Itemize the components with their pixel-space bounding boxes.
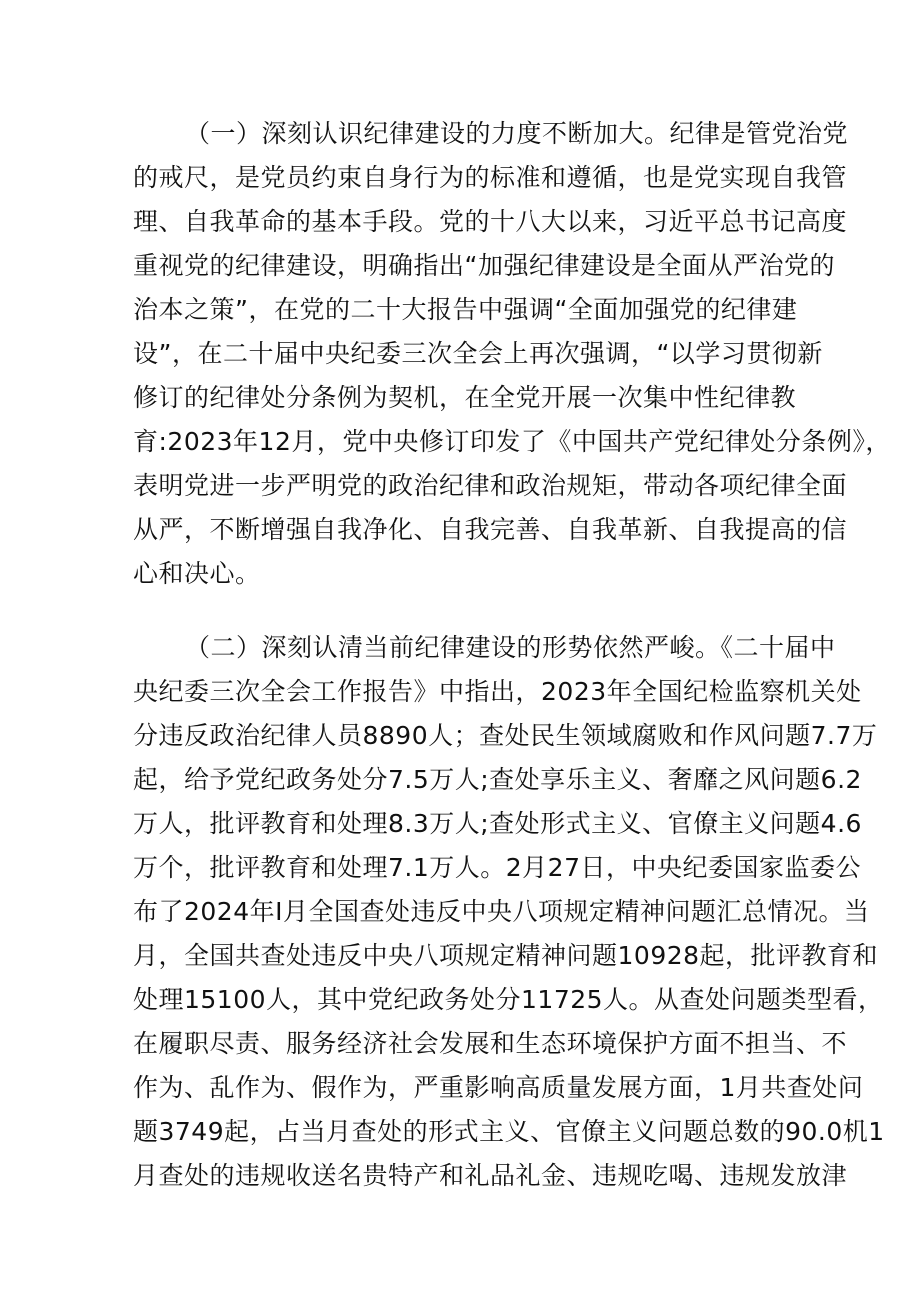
text-line: 设”，在二十届中央纪委三次全会上再次强调，“以学习贯彻新 xyxy=(133,339,823,368)
text-line: 月，全国共查处违反中央八项规定精神问题10928起，批评教育和 xyxy=(133,941,879,970)
document-body xyxy=(133,112,891,1198)
text-line: 万个，批评教育和处理7.1万人。2月27日，中央纪委国家监委公 xyxy=(133,853,861,882)
text-line: 布了2024年I月全国查处违反中央八项规定精神问题汇总情况。当 xyxy=(133,897,870,926)
text-line: 起，给予党纪政务处分7.5万人;查处享乐主义、奢靡之风问题6.2 xyxy=(133,765,862,794)
paragraph-2 xyxy=(133,626,885,1198)
text-line: 央纪委三次全会工作报告》中指出，2023年全国纪检监察机关处 xyxy=(133,677,862,706)
text-line: 重视党的纪律建设，明确指出“加强纪律建设是全面从严治党的 xyxy=(133,251,835,280)
paragraph-1 xyxy=(133,112,891,596)
text-line: 理、自我革命的基本手段。党的十八大以来，习近平总书记高度 xyxy=(133,207,848,236)
text-line: 处理15100人，其中党纪政务处分11725人。从查处问题类型看， xyxy=(133,985,884,1014)
text-line: 万人，批评教育和处理8.3万人;查处形式主义、官僚主义问题4.6 xyxy=(133,809,862,838)
text-line: 从严，不断增强自我净化、自我完善、自我革新、自我提高的信 xyxy=(133,515,848,544)
text-line: 作为、乱作为、假作为，严重影响高质量发展方面，1月共查处问 xyxy=(133,1073,864,1102)
text-line: 表明党进一步严明党的政治纪律和政治规矩，带动各项纪律全面 xyxy=(133,471,848,500)
text-line: （二）深刻认清当前纪律建设的形势依然严峻。《二十届中 xyxy=(185,633,836,662)
text-line: 分违反政治纪律人员8890人；查处民生领域腐败和作风问题7.7万 xyxy=(133,721,878,750)
text-line: 月查处的违规收送名贵特产和礼品礼金、违规吃喝、违规发放津 xyxy=(133,1161,848,1190)
paragraph-spacer xyxy=(133,596,793,626)
text-line: 治本之策”，在党的二十大报告中强调“全面加强党的纪律建 xyxy=(133,295,798,324)
text-line: 修订的纪律处分条例为契机，在全党开展一次集中性纪律教 xyxy=(133,383,797,412)
text-line: 题3749起，占当月查处的形式主义、官僚主义问题总数的90.0机1 xyxy=(133,1117,885,1146)
text-line: 心和决心。 xyxy=(133,559,261,588)
text-line: 育:2023年12月，党中央修订印发了《中国共产党纪律处分条例》， xyxy=(133,427,891,456)
text-line: 在履职尽责、服务经济社会发展和生态环境保护方面不担当、不 xyxy=(133,1029,848,1058)
text-line: （一）深刻认识纪律建设的力度不断加大。纪律是管党治党 xyxy=(185,119,849,148)
text-line: 的戒尺，是党员约束自身行为的标准和遵循，也是党实现自我管 xyxy=(133,163,848,192)
